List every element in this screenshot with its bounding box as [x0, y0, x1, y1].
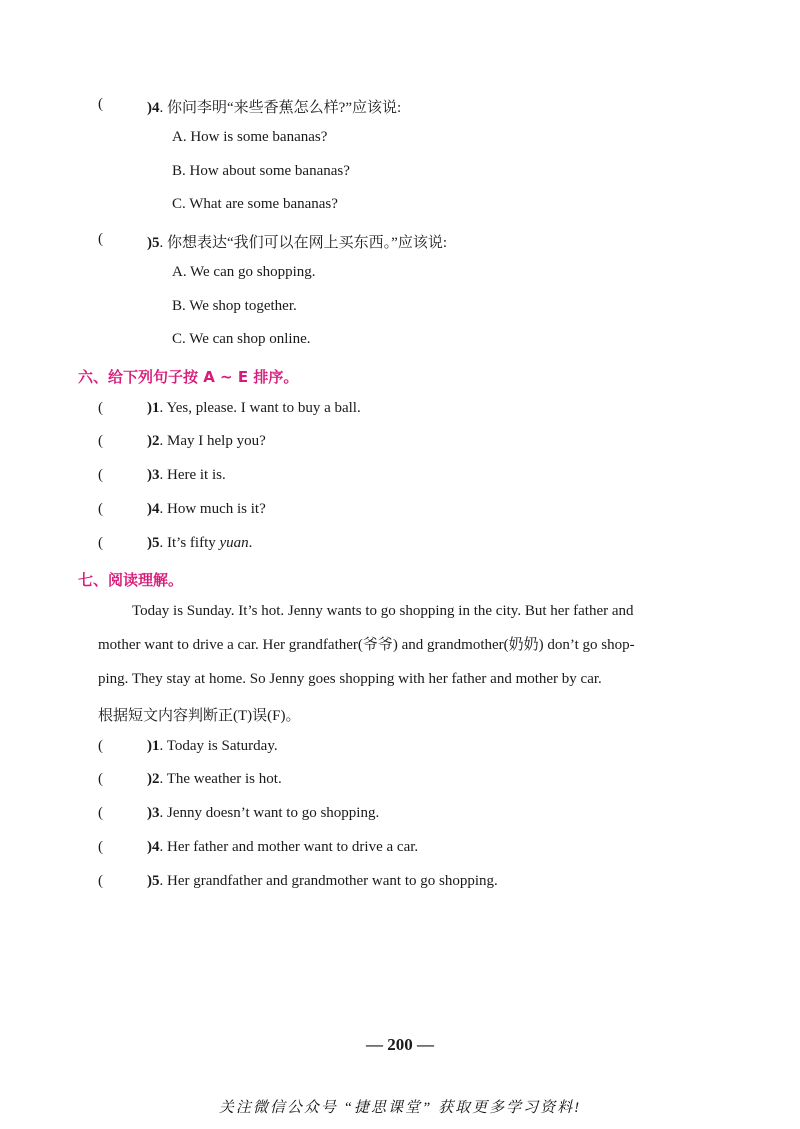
question-label: . 你想表达“我们可以在网上买东西。”应该说:	[159, 235, 447, 251]
answer-blank-open[interactable]: (	[98, 535, 103, 551]
question-number: 2	[152, 771, 160, 787]
answer-blank-open[interactable]: (	[98, 805, 103, 821]
paren-close: )	[147, 433, 152, 449]
question-label: . Today is Saturday.	[159, 738, 278, 754]
paren-close: )	[147, 400, 152, 416]
option-b: B. We shop together.	[172, 298, 297, 314]
paren-close: )	[147, 873, 152, 889]
question-number: 4	[152, 839, 160, 855]
question-number: 5	[152, 873, 160, 889]
paren-close: )	[147, 535, 152, 551]
passage-line: ping. They stay at home. So Jenny goes shopping with her father and mother by car.	[98, 671, 602, 687]
paren-close: )	[147, 100, 152, 116]
question-text	[147, 535, 252, 552]
question-text	[147, 501, 266, 518]
question-text	[147, 839, 418, 856]
section-heading-7: 七、阅读理解。	[78, 571, 184, 589]
option-c: C. We can shop online.	[172, 331, 311, 347]
answer-blank-open[interactable]: (	[98, 96, 103, 112]
paren-close: )	[147, 501, 152, 517]
question-number: 3	[152, 467, 160, 483]
question-label-end: .	[248, 535, 253, 551]
question-label: . Jenny doesn’t want to go shopping.	[159, 805, 380, 821]
option-a: A. How is some bananas?	[172, 129, 328, 145]
question-number: 4	[152, 100, 160, 116]
answer-blank-open[interactable]: (	[98, 873, 103, 889]
instruction: 根据短文内容判断正(T)误(F)。	[98, 708, 301, 724]
question-text	[147, 400, 361, 417]
question-number: 3	[152, 805, 160, 821]
question-text	[147, 805, 379, 822]
question-label: . May I help you?	[159, 433, 266, 449]
paren-close: )	[147, 235, 152, 251]
passage-line: Today is Sunday. It’s hot. Jenny wants to go shopping in the city. But her father and	[132, 603, 634, 619]
question-text	[147, 96, 401, 117]
option-b: B. How about some bananas?	[172, 163, 350, 179]
question-label: . Yes, please. I want to buy a ball.	[159, 400, 361, 416]
paren-close: )	[147, 771, 152, 787]
question-text	[147, 467, 226, 484]
section-heading-6: 六、给下列句子按 A ~ E 排序。	[78, 368, 299, 386]
answer-blank-open[interactable]: (	[98, 738, 103, 754]
option-a: A. We can go shopping.	[172, 264, 316, 280]
question-number: 1	[152, 738, 160, 754]
answer-blank-open[interactable]: (	[98, 467, 103, 483]
paren-close: )	[147, 805, 152, 821]
paren-close: )	[147, 467, 152, 483]
question-text	[147, 873, 498, 890]
question-label: . Her grandfather and grandmother want to go shopping.	[159, 873, 498, 889]
question-label: . Her father and mother want to drive a car.	[159, 839, 419, 855]
passage-line: mother want to drive a car. Her grandfather(爷爷) and grandmother(奶奶) don’t go shop-	[98, 637, 635, 653]
question-label: . How much is it?	[159, 501, 266, 517]
reading-passage	[98, 594, 730, 696]
italic-word: yuan	[219, 535, 249, 551]
answer-blank-open[interactable]: (	[98, 400, 103, 416]
question-text	[147, 433, 266, 450]
question-text	[147, 738, 278, 755]
page-number: — 200 —	[366, 1035, 434, 1054]
question-text	[147, 231, 447, 252]
question-label: . It’s fifty	[159, 535, 220, 551]
paren-close: )	[147, 738, 152, 754]
question-text	[147, 771, 282, 788]
question-label: . The weather is hot.	[159, 771, 282, 787]
question-number: 1	[152, 400, 160, 416]
question-number: 2	[152, 433, 160, 449]
footer-note: 关注微信公众号 “捷思课堂” 获取更多学习资料!	[218, 1100, 582, 1116]
answer-blank-open[interactable]: (	[98, 433, 103, 449]
paren-close: )	[147, 839, 152, 855]
answer-blank-open[interactable]: (	[98, 839, 103, 855]
question-label: . Here it is.	[159, 467, 226, 483]
question-number: 4	[152, 501, 160, 517]
question-number: 5	[152, 535, 160, 551]
question-label: . 你问李明“来些香蕉怎么样?”应该说:	[159, 100, 402, 116]
question-number: 5	[152, 235, 160, 251]
answer-blank-open[interactable]: (	[98, 501, 103, 517]
option-c: C. What are some bananas?	[172, 196, 338, 212]
answer-blank-open[interactable]: (	[98, 231, 103, 247]
answer-blank-open[interactable]: (	[98, 771, 103, 787]
